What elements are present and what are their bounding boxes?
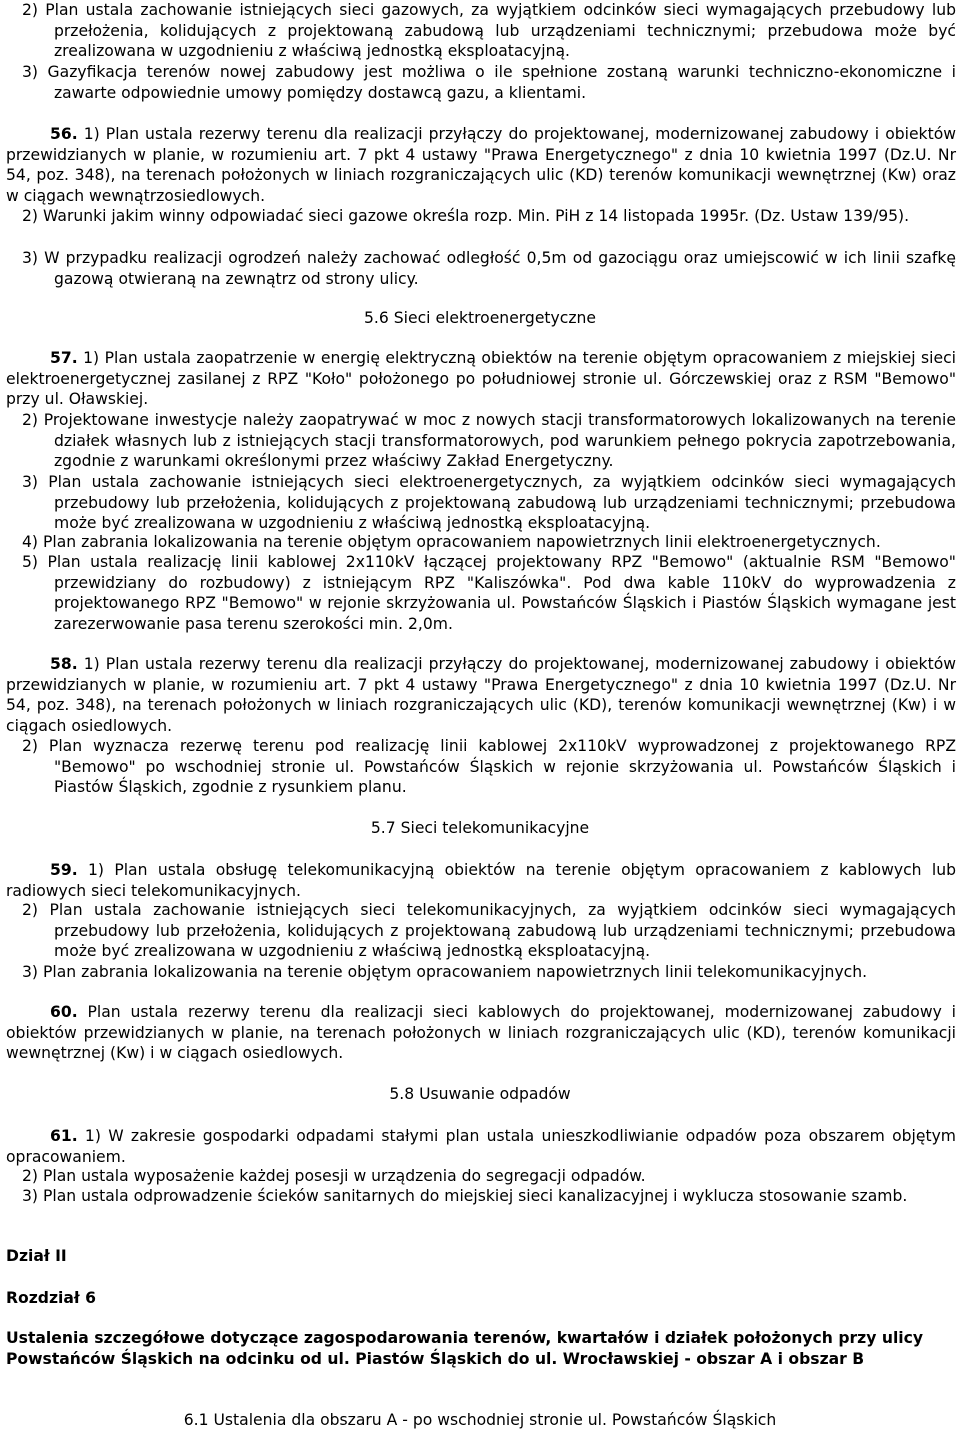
gas-item-3: 3) Gazyfikacja terenów nowej zabudowy jest możliwa o ile spełnione zostaną warunki techniczno-ekonomiczne i zawarte odpowiednie umowy pomiędzy dostawcą gazu, a klientami.: [22, 63, 956, 102]
heading-5-8: 5.8 Usuwanie odpadów: [389, 1085, 571, 1103]
section-61-item-2: 2) Plan ustala wyposażenie każdej posesji w urządzenia do segregacji odpadów.: [22, 1167, 646, 1185]
section-60-text: Plan ustala rezerwy terenu dla realizacji sieci kablowych do projektowanej, modernizowanej zabudowy i obiektów przewidzianych w planie, na terenach położonych w liniach rozgraniczających ulic (KD), terenów komunikacji wewnętrznej (Kw) i w ciągach osiedlowych.: [6, 1003, 956, 1063]
section-58-item-2: 2) Plan wyznacza rezerwę terenu pod realizację linii kablowej 2x110kV wyprowadzonej z projektowanego RPZ "Bemowo" po wschodniej stronie ul. Powstańców Śląskich w rejonie skrzyżowania ul. Powstańców Śląskich i Piastów Śląskich, zgodnie z rysunkiem planu.: [22, 737, 956, 797]
division-title: Dział II: [6, 1247, 67, 1265]
section-60-number: 60.: [50, 1003, 78, 1021]
section-57-item-2: 2) Projektowane inwestycje należy zaopatrywać w moc z nowych stacji transformatorowych lokalizowanych na terenie działek własnych lub z istniejących stacji transformatorowych, pod warunkiem pełnego pokrycia zapotrzebowania, zgodnie z warunkami określonymi przez właściwy Zakład Energetyczny.: [22, 411, 956, 471]
section-61-text: 1) W zakresie gospodarki odpadami stałymi plan ustala unieszkodliwianie odpadów poza obszarem objętym opracowaniem.: [6, 1127, 956, 1166]
section-56-item-2: 2) Warunki jakim winny odpowiadać sieci gazowe określa rozp. Min. PiH z 14 listopada 1995r. (Dz. Ustaw 139/95).: [22, 207, 910, 225]
section-57: [6, 348, 956, 410]
section-61: [6, 1126, 956, 1167]
section-58-number: 58.: [50, 655, 78, 673]
section-57-item-4: 4) Plan zabrania lokalizowania na terenie objętym opracowaniem napowietrznych linii elektroenergetycznych.: [22, 533, 881, 551]
section-57-text: 1) Plan ustala zaopatrzenie w energię elektryczną obiektów na terenie objętym opracowaniem z miejskiej sieci elektroenergetycznej zasilanej z RPZ "Koło" położonego po południowej stronie ul. Górczewskiej oraz z RSM "Bemowo" przy ul. Oławskiej.: [6, 349, 956, 409]
gas-item-2: 2) Plan ustala zachowanie istniejących sieci gazowych, za wyjątkiem odcinków sieci wymagających przebudowy lub przełożenia, kolidujących z projektowaną zabudową lub urządzeniami technicznymi; przebudowa może być zrealizowana w uzgodnieniu z właściwą jednostką eksploatacyjną.: [22, 1, 956, 61]
section-57-item-5: 5) Plan ustala realizację linii kablowej 2x110kV łączącej projektowany RPZ "Bemowo" (aktualnie RSM "Bemowo" przewidziany do rozbudowy) z istniejącym RPZ "Kaliszówka". Pod dwa kable 110kV do wyprowadzenia z projektowanego RPZ "Bemowo" w rejonie skrzyżowania ul. Powstańców Śląskich i Piastów Śląskich wymagane jest zarezerwowanie pasa terenu szerokości min. 2,0m.: [22, 553, 956, 633]
heading-6-1: 6.1 Ustalenia dla obszaru A - po wschodniej stronie ul. Powstańców Śląskich: [183, 1411, 777, 1429]
section-56-item-3: 3) W przypadku realizacji ogrodzeń należy zachować odległość 0,5m od gazociągu oraz umiejscowić w ich linii szafkę gazową otwieraną na zewnątrz od strony ulicy.: [22, 249, 956, 288]
section-58: [6, 654, 956, 736]
heading-5-6: 5.6 Sieci elektroenergetyczne: [364, 309, 596, 327]
section-59-text: 1) Plan ustala obsługę telekomunikacyjną obiektów na terenie objętym opracowaniem z kablowych lub radiowych sieci telekomunikacyjnych.: [6, 861, 956, 900]
section-57-number: 57.: [50, 349, 78, 367]
heading-5-7: 5.7 Sieci telekomunikacyjne: [370, 819, 590, 837]
section-60: [6, 1002, 956, 1064]
section-56-text: 1) Plan ustala rezerwy terenu dla realizacji przyłączy do projektowanej, modernizowanej zabudowy i obiektów przewidzianych w planie, w rozumieniu art. 7 pkt 4 ustawy "Prawa Energetycznego" z dnia 10 kwietnia 1997 (Dz.U. Nr 54, poz. 348), na terenach położonych w liniach rozgraniczających ulic (KD) terenów komunikacji wewnętrznej (Kw) oraz w ciągach wewnątrzosiedlowych.: [6, 125, 956, 205]
section-59: [6, 860, 956, 901]
section-59-number: 59.: [50, 861, 78, 879]
section-58-text: 1) Plan ustala rezerwy terenu dla realizacji przyłączy do projektowanej, modernizowanej zabudowy i obiektów przewidzianych w planie, w rozumieniu art. 7 pkt 4 ustawy "Prawa Energetycznego" z dnia 10 kwietnia 1997 (Dz.U. Nr 54, poz. 348), na terenach położonych w liniach rozgraniczających ulic (KD), terenów komunikacji wewnętrznej (Kw) i w ciągach osiedlowych.: [6, 655, 956, 735]
section-61-number: 61.: [50, 1127, 78, 1145]
section-57-item-3: 3) Plan ustala zachowanie istniejących sieci elektroenergetycznych, za wyjątkiem odcinków sieci wymagających przebudowy lub przełożenia, kolidujących z projektowaną zabudową lub urządzeniami technicznymi; przebudowa może być zrealizowana w uzgodnieniu z właściwą jednostką eksploatacyjną.: [22, 473, 956, 533]
section-59-item-2: 2) Plan ustala zachowanie istniejących sieci telekomunikacyjnych, za wyjątkiem odcinków sieci wymagających przebudowy lub przełożenia, kolidujących z projektowaną zabudową lub urządzeniami technicznymi; przebudowa może być zrealizowana w uzgodnieniu z właściwą jednostką eksploatacyjną.: [22, 901, 956, 961]
section-61-item-3: 3) Plan ustala odprowadzenie ścieków sanitarnych do miejskiej sieci kanalizacyjnej i wyklucza stosowanie szamb.: [22, 1187, 908, 1205]
section-56: [6, 124, 956, 206]
section-59-item-3: 3) Plan zabrania lokalizowania na terenie objętym opracowaniem napowietrznych linii telekomunikacyjnych.: [22, 963, 868, 981]
section-56-number: 56.: [50, 125, 78, 143]
chapter-title: Rozdział 6: [6, 1289, 96, 1307]
chapter-subject: Ustalenia szczegółowe dotyczące zagospodarowania terenów, kwartałów i działek położonych przy ulicy Powstańców Śląskich na odcinku od ul. Piastów Śląskich do ul. Wrocławskiej - obszar A i obszar B: [6, 1329, 924, 1368]
